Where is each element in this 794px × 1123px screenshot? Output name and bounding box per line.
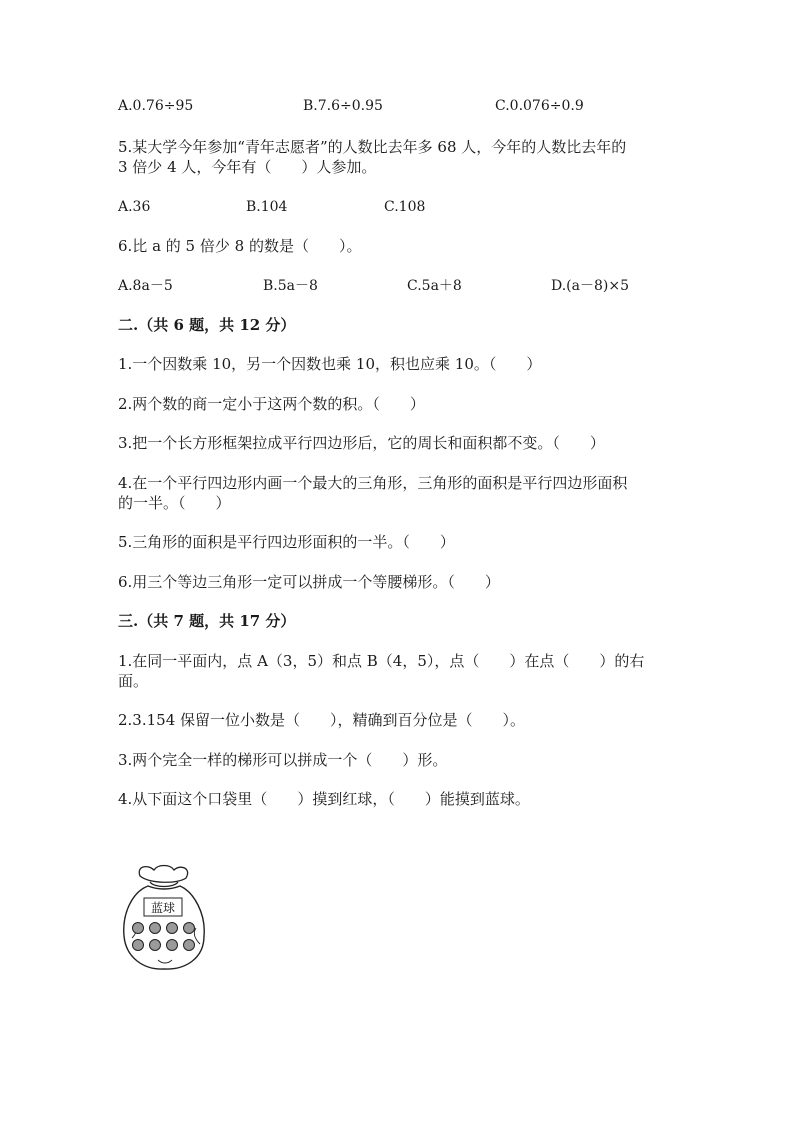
blue-ball: [150, 940, 161, 951]
section3-heading: 三.（共 7 题，共 17 分）: [118, 612, 296, 630]
section2-item-1: 1.一个因数乘 10，另一个因数也乘 10，积也应乘 10。（ ）: [118, 355, 542, 373]
q6-text: 6.比 a 的 5 倍少 8 的数是（ ）。: [118, 237, 362, 255]
section3-item-2: 2.3.154 保留一位小数是（ ），精确到百分位是（ ）。: [118, 711, 526, 729]
blue-ball: [133, 940, 144, 951]
q6-option-d: D.(a－8)×5: [551, 278, 629, 294]
q6-option-c: C.5a＋8: [407, 278, 462, 294]
q5-option-b: B.104: [246, 199, 288, 215]
section2-item-3: 3.把一个长方形框架拉成平行四边形后，它的周长和面积都不变。（ ）: [118, 434, 605, 452]
section2-item-6: 6.用三个等边三角形一定可以拼成一个等腰梯形。（ ）: [118, 573, 500, 591]
section3-item-3: 3.两个完全一样的梯形可以拼成一个（ ）形。: [118, 751, 448, 769]
ball-bag-illustration: [118, 862, 210, 974]
bag-label: 蓝球: [150, 901, 176, 915]
bag-drawing: [118, 862, 210, 974]
q5-option-a: A.36: [118, 199, 151, 215]
section3-item-1-line2: 面。: [118, 672, 149, 690]
q4-option-a: A.0.76÷95: [118, 98, 194, 114]
q5-text-line2: 3 倍少 4 人，今年有（ ）人参加。: [118, 158, 377, 176]
section3-item-4: 4.从下面这个口袋里（ ）摸到红球，（ ）能摸到蓝球。: [118, 790, 530, 808]
q4-option-b: B.7.6÷0.95: [303, 98, 383, 114]
bag-knot: [139, 866, 187, 883]
blue-ball: [184, 923, 195, 934]
q5-option-c: C.108: [384, 199, 426, 215]
q6-option-a: A.8a－5: [118, 278, 173, 294]
section2-item-4-line2: 的一半。（ ）: [118, 494, 231, 512]
section2-item-5: 5.三角形的面积是平行四边形面积的一半。（ ）: [118, 533, 455, 551]
blue-ball: [167, 923, 178, 934]
section3-item-1-line1: 1.在同一平面内，点 A（3，5）和点 B（4，5），点（ ）在点（ ）的右: [118, 652, 645, 670]
section2-item-2: 2.两个数的商一定小于这两个数的积。（ ）: [118, 395, 425, 413]
blue-ball: [133, 923, 144, 934]
blue-ball: [167, 940, 178, 951]
q6-option-b: B.5a－8: [263, 278, 318, 294]
section2-item-4-line1: 4.在一个平行四边形内画一个最大的三角形，三角形的面积是平行四边形面积: [118, 474, 628, 492]
blue-ball: [150, 923, 161, 934]
q5-text-line1: 5.某大学今年参加“青年志愿者”的人数比去年多 68 人，今年的人数比去年的: [118, 138, 627, 156]
blue-ball: [184, 940, 195, 951]
q4-option-c: C.0.076÷0.9: [495, 98, 584, 114]
section2-heading: 二.（共 6 题，共 12 分）: [118, 316, 296, 334]
